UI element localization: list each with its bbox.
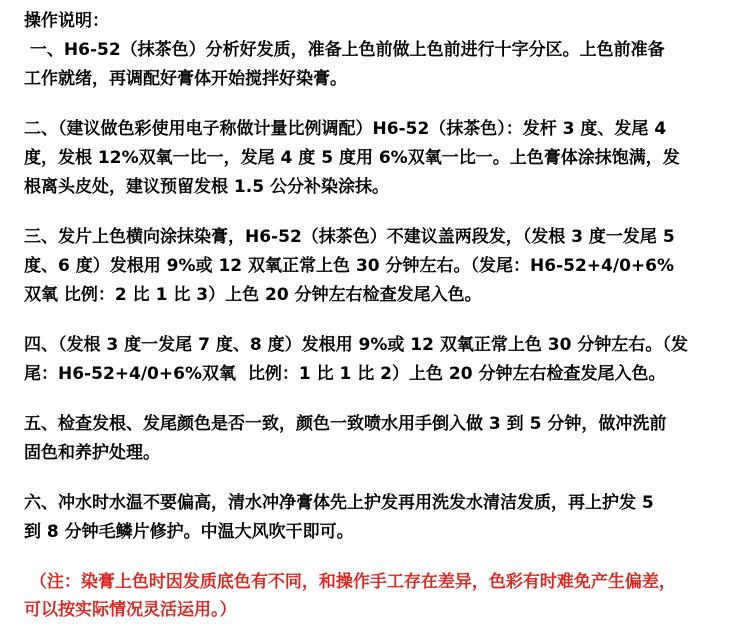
document-title: 操作说明： (24, 11, 109, 31)
section-1-line-2: 工作就绪，再调配好膏体开始搅拌好染膏。 (24, 69, 347, 89)
section-5-line-2: 固色和养护处理。 (24, 443, 160, 463)
section-1 (24, 36, 732, 94)
section-2-line-1: 二、（建议做色彩使用电子称做计量比例调配）H6-52（抹茶色）：发杆 3 度、发尾 4 (24, 119, 667, 139)
note-block (24, 568, 732, 624)
section-4 (24, 331, 732, 389)
section-3 (24, 223, 732, 310)
section-2 (24, 115, 732, 202)
note-line-1: （注：染膏上色时因发质底色有不同，和操作手工存在差异，色彩有时难免产生偏差， (24, 572, 676, 592)
note-line-2: 可以按实际情况灵活运用。） (24, 600, 237, 620)
section-4-line-1: 四、（发根 3 度一发尾 7 度、8 度）发根用 9%或 12 双氧正常上色 30 分钟左右。（发 (24, 335, 688, 355)
instruction-document (24, 8, 732, 624)
section-1-line-1: 一、H6-52（抹茶色）分析好发质，准备上色前做上色前进行十字分区。上色前准备 (24, 40, 665, 60)
section-4-line-2: 尾：H6-52+4/0+6%双氧 比例：1 比 1 比 2）上色 20 分钟左右检查发尾入色。 (24, 364, 666, 384)
section-6 (24, 489, 732, 547)
section-3-line-1: 三、发片上色横向涂抹染膏，H6-52（抹茶色）不建议盖两段发，（发根 3 度一发尾 5 (24, 227, 675, 247)
section-6-line-2: 到 8 分钟毛鳞片修护。中温大风吹干即可。 (24, 522, 354, 542)
section-2-line-3: 根离头皮处，建议预留发根 1.5 公分补染涂抹。 (24, 177, 389, 197)
section-3-line-2: 度、6 度）发根用 9%或 12 双氧正常上色 30 分钟左右。（发尾：H6-52+4/0+6% (24, 256, 674, 276)
section-3-line-3: 双氧 比例：2 比 1 比 3）上色 20 分钟左右检查发尾入色。 (24, 285, 482, 305)
section-5 (24, 410, 732, 468)
section-6-line-1: 六、冲水时水温不要偏高，清水冲净膏体先上护发再用洗发水清洁发质，再上护发 5 (24, 493, 654, 513)
section-5-line-1: 五、检查发根、发尾颜色是否一致，颜色一致喷水用手倒入做 3 到 5 分钟，做冲洗前 (24, 414, 667, 434)
section-2-line-2: 度，发根 12%双氧一比一，发尾 4 度 5 度用 6%双氧一比一。上色膏体涂抹饱满，发 (24, 148, 680, 168)
